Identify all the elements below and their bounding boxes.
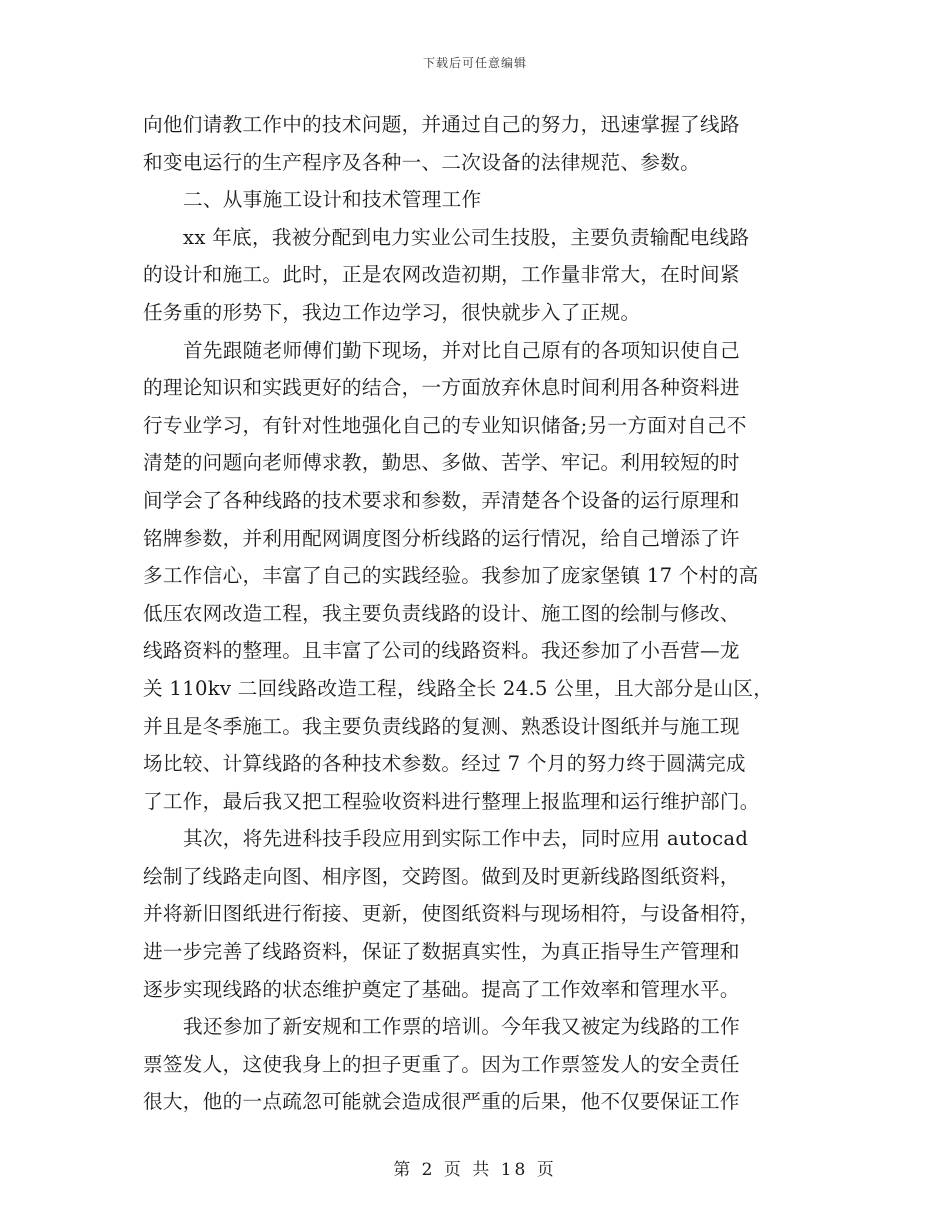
document-body: [143, 106, 808, 1121]
text-line: 任务重的形势下，我边工作边学习，很快就步入了正规。: [143, 300, 641, 324]
text-line: 很大，他的一点疏忽可能就会造成很严重的后果，他不仅要保证工作: [143, 1090, 740, 1114]
text-line: 清楚的问题向老师傅求教，勤思、多做、苦学、牢记。利用较短的时: [143, 451, 740, 475]
text-line: 的理论知识和实践更好的结合，一方面放弃休息时间利用各种资料进: [143, 376, 740, 400]
text-line: 间学会了各种线路的技术要求和参数，弄清楚各个设备的运行原理和: [143, 488, 740, 512]
text-line: 并且是冬季施工。我主要负责线路的复测、熟悉设计图纸并与施工现: [143, 714, 740, 738]
page-footer: 第 2 页 共 18 页: [393, 1160, 557, 1180]
text-line: 的设计和施工。此时，正是农网改造初期，工作量非常大，在时间紧: [143, 263, 740, 287]
text-line: 首先跟随老师傅们勤下现场，并对比自己原有的各项知识使自己: [183, 338, 741, 362]
page-header-note: 下载后可任意编辑: [422, 56, 527, 70]
text-line: 低压农网改造工程，我主要负责线路的设计、施工图的绘制与修改、: [143, 601, 740, 625]
text-line: 逐步实现线路的状态维护奠定了基础。提高了工作效率和管理水平。: [143, 977, 740, 1001]
text-line: 场比较、计算线路的各种技术参数。经过 7 个月的努力终于圆满完成: [143, 752, 746, 776]
text-line: 和变电运行的生产程序及各种一、二次设备的法律规范、参数。: [143, 150, 701, 174]
text-line: 并将新旧图纸进行衔接、更新，使图纸资料与现场相符，与设备相符，: [143, 902, 760, 926]
text-line: 其次，将先进科技手段应用到实际工作中去，同时应用 autocad: [183, 827, 749, 851]
text-line: 多工作信心，丰富了自己的实践经验。我参加了庞家堡镇 17 个村的高: [143, 564, 759, 588]
text-line: 向他们请教工作中的技术问题，并通过自己的努力，迅速掌握了线路: [143, 113, 740, 136]
text-line: 进一步完善了线路资料，保证了数据真实性，为真正指导生产管理和: [143, 940, 740, 964]
text-line: 行专业学习，有针对性地强化自己的专业知识储备;另一方面对自己不: [143, 413, 747, 437]
text-line: 二、从事施工设计和技术管理工作: [183, 188, 482, 212]
text-line: 绘制了线路走向图、相序图，交跨图。做到及时更新线路图纸资料，: [143, 864, 740, 888]
text-line: 票签发人，这使我身上的担子更重了。因为工作票签发人的安全责任: [143, 1052, 740, 1076]
text-line: 铭牌参数，并利用配网调度图分析线路的运行情况，给自己增添了许: [143, 526, 740, 550]
text-line: 了工作，最后我又把工程验收资料进行整理上报监理和运行维护部门。: [143, 789, 760, 813]
text-line: 关 110kv 二回线路改造工程，线路全长 24.5 公里，且大部分是山区，: [143, 676, 774, 700]
text-line: 我还参加了新安规和工作票的培训。今年我又被定为线路的工作: [183, 1015, 741, 1039]
text-line: xx 年底，我被分配到电力实业公司生技股，主要负责输配电线路: [183, 225, 750, 249]
text-line: 线路资料的整理。且丰富了公司的线路资料。我还参加了小吾营—龙: [143, 639, 740, 663]
